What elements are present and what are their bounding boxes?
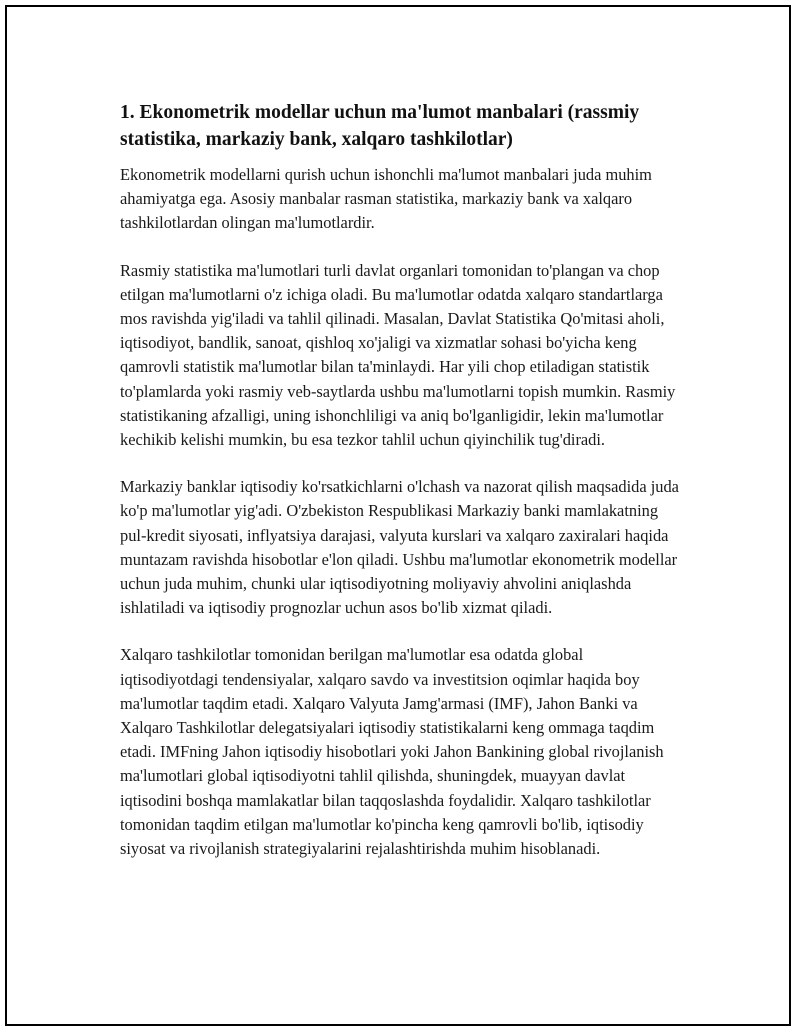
document-page <box>5 5 791 1026</box>
section-heading: 1. Ekonometrik modellar uchun ma'lumot manbalari (rassmiy statistika, markaziy bank, xalqaro tashkilotlar) <box>120 102 640 150</box>
paragraph-international-organizations: Xalqaro tashkilotlar tomonidan berilgan ma'lumotlar esa odatda global iqtisodiyotdagi tendensiyalar, xalqaro savdo va investitsion oqimlar haqida boy ma'lumotlar taqdim etadi. Xalqaro Valyuta Jamg'armasi (IMF), Jahon Banki va Xalqaro Tashkilotlar delegatsiyalari iqtisodiy statistikalarni keng ommaga taqdim etadi. IMFning Jahon iqtisodiy hisobotlari yoki Jahon Bankining global rivojlanish ma'lumotlari global iqtisodiyotni tahlil qilishda, shuningdek, muayyan davlat iqtisodini boshqa mamlakatlar bilan taqqoslashda foydalidir. Xalqaro tashkilotlar tomonidan taqdim etilgan ma'lumotlar ko'pincha keng qamrovli bo'lib, iqtisodiy siyosat va rivojlanish strategiyalarini rejalashtirishda muhim hisoblanadi. <box>120 645 664 859</box>
document-body <box>120 99 680 884</box>
paragraph-intro: Ekonometrik modellarni qurish uchun ishonchli ma'lumot manbalari juda muhim ahamiyatga ega. Asosiy manbalar rasman statistika, markaziy bank va xalqaro tashkilotlardan olingan ma'lumotlardir. <box>120 165 652 233</box>
paragraph-central-bank: Markaziy banklar iqtisodiy ko'rsatkichlarni o'lchash va nazorat qilish maqsadida juda ko'p ma'lumotlar yig'adi. O'zbekiston Respublikasi Markaziy banki mamlakatning pul-kredit siyosati, inflyatsiya darajasi, valyuta kurslari va xalqaro zaxiralari haqida muntazam ravishda hisobotlar e'lon qiladi. Ushbu ma'lumotlar ekonometrik modellar uchun juda muhim, chunki ular iqtisodiyotning moliyaviy ahvolini aniqlashda ishlatiladi va iqtisodiy prognozlar uchun asos bo'lib xizmat qiladi. <box>120 477 679 618</box>
paragraph-official-statistics: Rasmiy statistika ma'lumotlari turli davlat organlari tomonidan to'plangan va chop etilgan ma'lumotlarni o'z ichiga oladi. Bu ma'lumotlar odatda xalqaro standartlarga mos ravishda yig'iladi va tahlil qilinadi. Masalan, Davlat Statistika Qo'mitasi aholi, iqtisodiyot, bandlik, sanoat, qishloq xo'jaligi va xizmatlar sohasi bo'yicha keng qamrovli statistik ma'lumotlar bilan ta'minlaydi. Har yili chop etiladigan statistik to'plamlarda yoki rasmiy veb-saytlarda ushbu ma'lumotlarni topish mumkin. Rasmiy statistikaning afzalligi, uning ishonchliligi va aniq bo'lganligidir, lekin ma'lumotlar kechikib kelishi mumkin, bu esa tezkor tahlil uchun qiyinchilik tug'diradi. <box>120 260 676 450</box>
